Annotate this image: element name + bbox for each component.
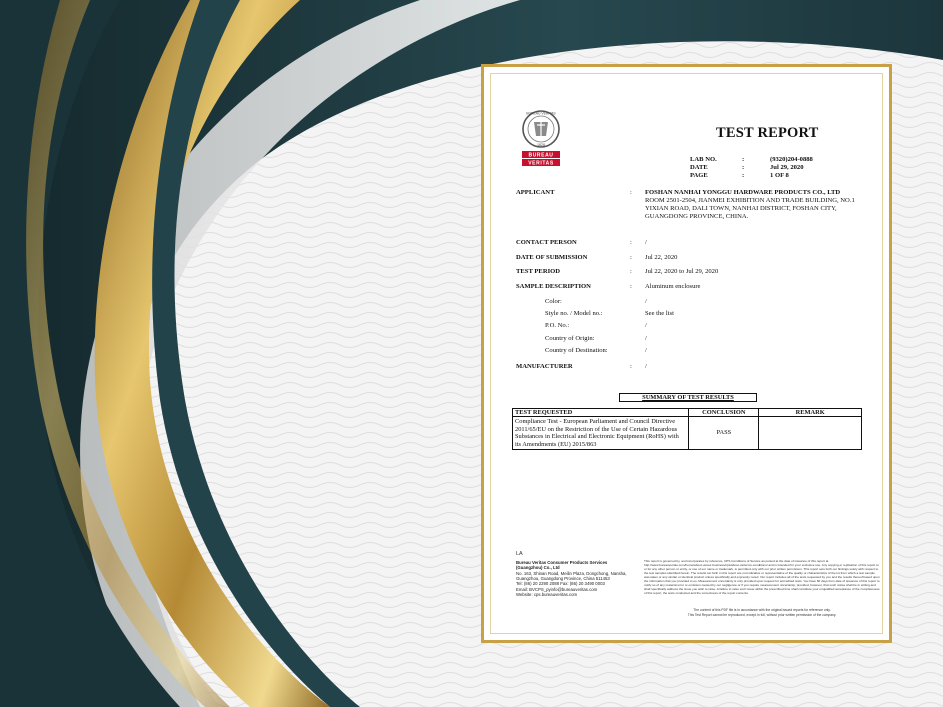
page-colon: : <box>742 172 745 179</box>
col-test-requested: TEST REQUESTED <box>513 409 689 417</box>
results-table <box>512 408 862 450</box>
manufacturer-value: / <box>645 363 647 370</box>
conclusion-cell: PASS <box>689 417 759 450</box>
applicant-colon: : <box>630 189 632 196</box>
destination-label: Country of Destination: <box>545 347 608 354</box>
footer-pdf-note: The content of this PDF file is in accordance with the original issued reports for reference only. <box>693 608 831 612</box>
results-header-row <box>513 409 862 417</box>
color-value: / <box>645 298 647 305</box>
date-colon: : <box>742 164 745 171</box>
lab-number-colon: : <box>742 156 745 163</box>
logo-year: 1828 <box>537 143 545 147</box>
period-value: Jul 22, 2020 to Jul 29, 2020 <box>645 268 719 275</box>
contact-value: / <box>645 239 647 246</box>
footer-disclaimer: This report is governed by, and incorporates by reference, CPS Conditions of Service as posted at the date of issuance of this report at http://www.bureauveritas.com/home/about-us/our-business/cps/about-us/terms-conditions/ and is intended for your exclusive use. Any copying or replication of this report to or for any other person or entity, or use of our name or trademark, is permitted only with our prior written permission. This report sets forth our findings solely with respect to the test samples identified herein. The results set forth in this report are not indicative or representative of the quality or characteristics of the lot from which a test sample was taken or any similar or identical product unless specifically and expressly noted. Our report includes all of the tests requested by you and the results thereof based upon the information that you provided to us. Measurement uncertainty is only provided upon request for accredited tests. You have 60 days from date of issuance of this report to notify us of any material error or omission caused by our negligence or if you require measurement uncertainty; provided, however, that such notice shall be in writing and shall specifically address the issue you wish to raise. A failure to raise such issue within the prescribed time shall constitute your unqualified acceptance of the completeness of this report, the tests conducted and the correctness of the report contents. <box>644 559 880 596</box>
footer-company-info <box>516 560 631 598</box>
test-requested-cell: Compliance Test - European Parliament and Council Directive 2011/65/EU on the Restriction of the Use of Certain Hazardous Substances in Electrical and Electronic Equipment (RoHS) with its Amendments (EU) 2015/863 <box>513 417 689 450</box>
page-label: PAGE <box>690 172 708 179</box>
contact-label: CONTACT PERSON <box>516 239 577 246</box>
applicant-address: ROOM 2501-2504, JIANMEI EXHIBITION AND TRADE BUILDING, NO.1 YIXIAN ROAD, DALI TOWN, NANHAI DISTRICT, FOSHAN CITY, GUANGDONG PROVINCE, CHINA. <box>645 196 855 220</box>
applicant-label: APPLICANT <box>516 189 555 196</box>
col-remark: REMARK <box>759 409 862 417</box>
manufacturer-label: MANUFACTURER <box>516 363 573 370</box>
sample-colon: : <box>630 283 632 290</box>
remark-cell <box>759 417 862 450</box>
style-value: See the list <box>645 310 674 317</box>
date-value: Jul 29, 2020 <box>770 164 804 171</box>
summary-heading: SUMMARY OF TEST RESULTS <box>619 393 757 402</box>
origin-value: / <box>645 335 647 342</box>
footer-address: No. 163, Shinan Road, Meilin Plaza, Dongchong, Nansha, Guangzhou, Guangdong Province, China 511453 <box>516 570 627 582</box>
manufacturer-colon: : <box>630 363 632 370</box>
footer-email: Email: BVCPS_pyinfo@bureauveritas.com <box>516 586 598 592</box>
logo-band-bureau: BUREAU <box>528 152 554 159</box>
submission-value: Jul 22, 2020 <box>645 254 678 261</box>
footer-tel: Tel: (86) 20 2290 2088 Fax: (86) 20 3490 0003 <box>516 581 605 587</box>
submission-label: DATE OF SUBMISSION <box>516 254 588 261</box>
footer-la: LA <box>516 551 523 557</box>
origin-label: Country of Origin: <box>545 335 595 342</box>
col-conclusion: CONCLUSION <box>689 409 759 417</box>
applicant-name: FOSHAN NANHAI YONGGU HARDWARE PRODUCTS CO., LTD <box>645 189 841 196</box>
footer-company: Bureau Veritas Consumer Products Services (Guangzhou) Co., Ltd <box>516 560 608 571</box>
page-value: 1 OF 8 <box>770 172 789 179</box>
footer-website: Website: cps.bureauveritas.com <box>516 592 578 598</box>
po-value: / <box>645 322 647 329</box>
report-title: TEST REPORT <box>716 125 819 141</box>
destination-value: / <box>645 347 647 354</box>
period-colon: : <box>630 268 632 275</box>
color-label: Color: <box>545 298 562 305</box>
table-row <box>513 417 862 450</box>
contact-colon: : <box>630 239 632 246</box>
footer-notes <box>644 608 880 617</box>
logo-band-veritas: VERITAS <box>528 160 554 167</box>
style-label: Style no. / Model no.: <box>545 310 603 317</box>
applicant-value <box>645 189 875 221</box>
lab-number-label: LAB NO. <box>690 156 717 163</box>
submission-colon: : <box>630 254 632 261</box>
date-label: DATE <box>690 164 708 171</box>
sample-value: Aluminum enclosure <box>645 283 701 290</box>
footer-repro-note: This Test Report cannot be reproduced, except in full, without prior written permission of the company. <box>687 612 837 617</box>
test-report-document <box>481 64 892 643</box>
bureau-veritas-logo <box>518 108 564 168</box>
period-label: TEST PERIOD <box>516 268 561 275</box>
sample-label: SAMPLE DESCRIPTION <box>516 283 591 290</box>
po-label: P.O. No.: <box>545 322 570 329</box>
logo-text: BUREAU VERITAS <box>526 111 556 116</box>
lab-number-value: (9320)204-0888 <box>770 156 813 163</box>
